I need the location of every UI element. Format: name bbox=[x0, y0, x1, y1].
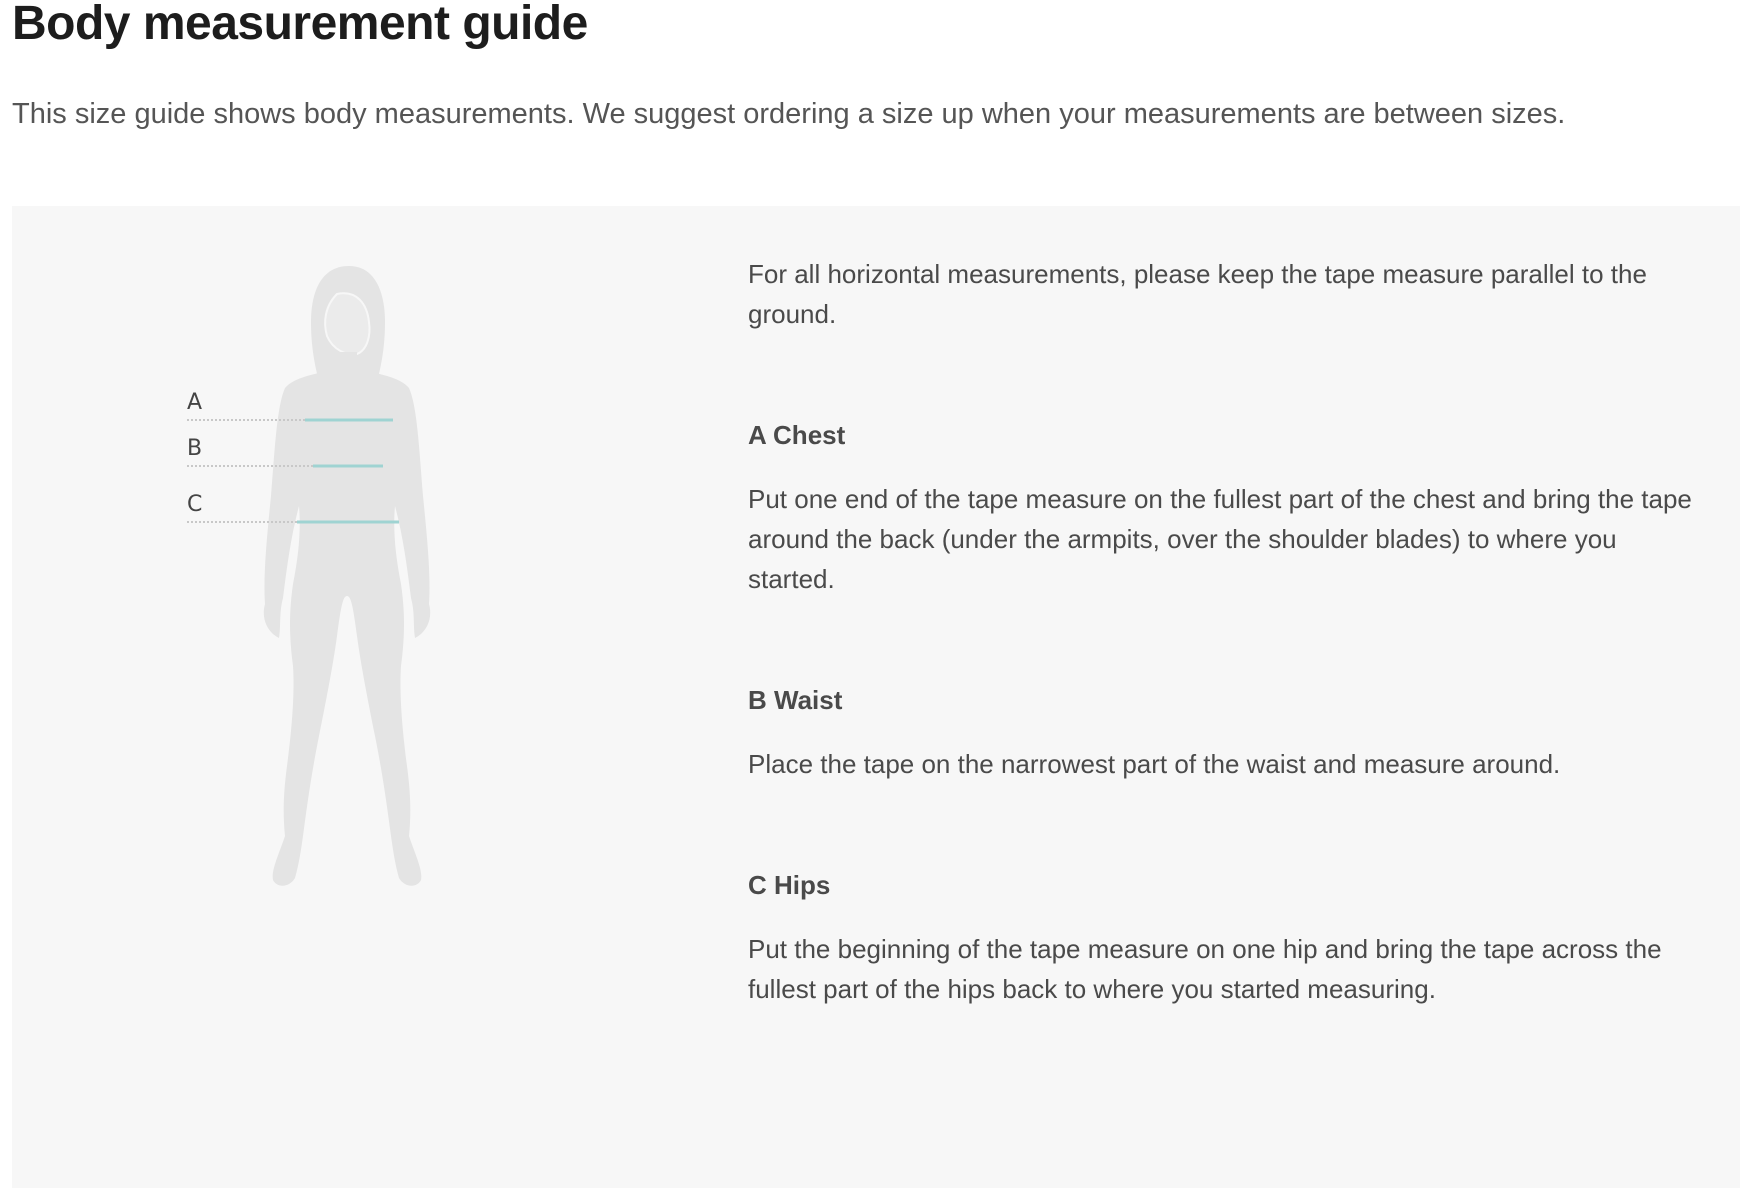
hips-title: C Hips bbox=[748, 870, 831, 900]
page-title: Body measurement guide bbox=[12, 0, 588, 50]
waist-text: Place the tape on the narrowest part of the waist and measure around. bbox=[748, 749, 1561, 779]
female-body-silhouette-icon bbox=[187, 266, 507, 906]
waist-title: B Waist bbox=[748, 685, 843, 715]
label-a: A bbox=[187, 390, 203, 415]
instructions-column bbox=[748, 254, 1698, 1009]
intro-text: This size guide shows body measurements. We suggest ordering a size up when your measurements are between sizes. bbox=[12, 98, 1566, 130]
general-note: For all horizontal measurements, please keep the tape measure parallel to the ground. bbox=[748, 259, 1647, 329]
label-c: C bbox=[187, 492, 203, 517]
measurement-panel bbox=[12, 206, 1740, 1188]
hips-text: Put the beginning of the tape measure on one hip and bring the tape across the fullest part of the hips back to where you started measuring. bbox=[748, 934, 1662, 1004]
label-b: B bbox=[187, 436, 203, 461]
body-figure bbox=[187, 266, 507, 906]
chest-title: A Chest bbox=[748, 420, 846, 450]
chest-text: Put one end of the tape measure on the fullest part of the chest and bring the tape around the back (under the armpits, over the shoulder blades) to where you started. bbox=[748, 484, 1692, 594]
